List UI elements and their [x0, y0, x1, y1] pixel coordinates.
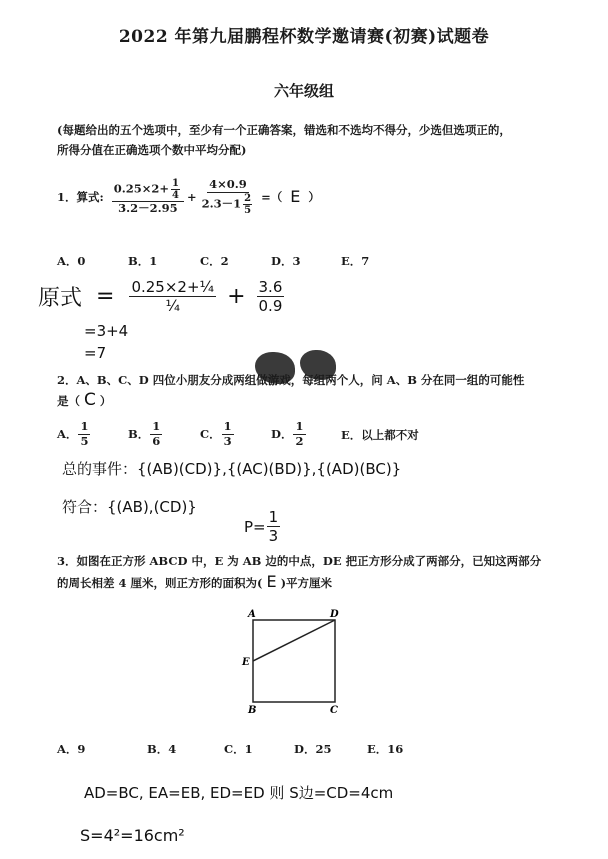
q1-f2-numerator: 4×0.9	[209, 177, 247, 191]
q1-work-f2-den: 0.9	[258, 297, 283, 315]
q1-fraction-2	[200, 178, 256, 216]
exam-title: 2022 年第九届鹏程杯数学邀请赛(初赛)试题卷	[118, 27, 490, 47]
q3-option-e: E．16	[367, 742, 404, 756]
q1-handwritten-work	[38, 278, 285, 315]
q2-line-2	[57, 390, 111, 410]
q3-answer: E	[266, 572, 277, 591]
q1-work-fraction-2	[257, 278, 285, 315]
q2-work-probability: P= $\frac{1}{3}$	[244, 508, 279, 545]
q1-f1-numerator: 0.25×2+ $\frac{1}{4}$	[112, 178, 184, 202]
segment-de	[253, 620, 335, 661]
q2-work-line-2: 符合：{(AB),(CD)}	[62, 498, 197, 516]
label-e: E	[242, 657, 250, 668]
q1-answer: E	[290, 187, 301, 207]
q2-line-1: 2．A、B、C、D 四位小朋友分成两组做游戏，每组两个人，问 A、B 分在同一组的可能性	[57, 373, 525, 387]
q1-close-paren: ）	[308, 189, 320, 204]
q1-work-line-3: =7	[84, 344, 107, 362]
q2-prefix: 是（	[57, 394, 80, 408]
q1-option-d: D．3	[271, 254, 301, 268]
q1-equals: =（	[261, 189, 283, 204]
q2-suffix: ）	[99, 394, 112, 408]
q3-line-1: 3．如图在正方形 ABCD 中，E 为 AB 边的中点，DE 把正方形分成了两部分，已知这两部分	[57, 554, 542, 568]
q3-line-2	[57, 572, 332, 591]
q1-work-line-2: =3+4	[84, 322, 129, 340]
q1-work-f1-num: 0.25×2+¼	[131, 278, 215, 296]
instructions-line-2: 所得分值在正确选项个数中平均分配)	[57, 143, 247, 157]
q1-option-e: E．7	[341, 254, 370, 268]
label-d: D	[330, 609, 339, 620]
grade-group: 六年级组	[273, 82, 334, 100]
q2-option-e: E．以上都不对	[341, 428, 419, 442]
q1-option-b: B．1	[128, 254, 158, 268]
q3-option-b: B．4	[147, 742, 177, 756]
label-c: C	[330, 705, 338, 715]
q1-work-equals: =	[96, 284, 115, 309]
q1-fraction-1	[112, 178, 184, 216]
q2-option-c: C． $\frac{1}{3}$	[200, 419, 232, 448]
q1-number: 1．算式:	[57, 189, 104, 204]
q1-plus: +	[187, 189, 197, 204]
q1-option-c: C．2	[200, 254, 229, 268]
q3-work-line-2: S=4²=16cm²	[80, 826, 185, 845]
label-a: A	[248, 609, 256, 620]
q1-f1-denominator: 3.2－2.95	[118, 201, 178, 215]
q2-work-p-label: P=	[244, 517, 266, 536]
q1-work-label: 原式	[38, 286, 83, 311]
q1-work-f2-num: 3.6	[258, 278, 283, 296]
q2-work-line-1: 总的事件：{(AB)(CD)},{(AC)(BD)},{(AD)(BC)}	[62, 460, 402, 478]
label-b: B	[248, 705, 257, 715]
q1-option-a: A．0	[57, 254, 86, 268]
question-1	[57, 178, 320, 216]
q3-suffix: )平方厘米	[280, 576, 333, 590]
square-diagram	[238, 605, 348, 715]
q2-option-d: D． $\frac{1}{2}$	[271, 419, 304, 448]
q3-work-line-1: AD=BC, EA=EB, ED=ED 则 S边=CD=4cm	[84, 784, 394, 802]
square-abcd	[253, 620, 335, 702]
instructions-line-1: (每题给出的五个选项中，至少有一个正确答案，错选和不选均不得分，少选但选项正的，	[57, 123, 511, 137]
q2-option-b: B． $\frac{1}{6}$	[128, 419, 161, 448]
q1-work-f1-den: ¼	[165, 297, 181, 315]
q2-option-a: A． $\frac{1}{5}$	[57, 419, 89, 448]
q1-work-fraction-1	[129, 278, 216, 315]
q3-option-a: A．9	[57, 742, 86, 756]
q1-work-plus: +	[227, 284, 246, 309]
q1-f2-denominator: 2.3－1 $\frac{2}{5}$	[201, 192, 252, 216]
q2-answer: C	[84, 390, 96, 410]
q3-prefix: 的周长相差 4 厘米，则正方形的面积为(	[57, 576, 263, 590]
q3-option-c: C．1	[224, 742, 253, 756]
q3-option-d: D．25	[294, 742, 332, 756]
